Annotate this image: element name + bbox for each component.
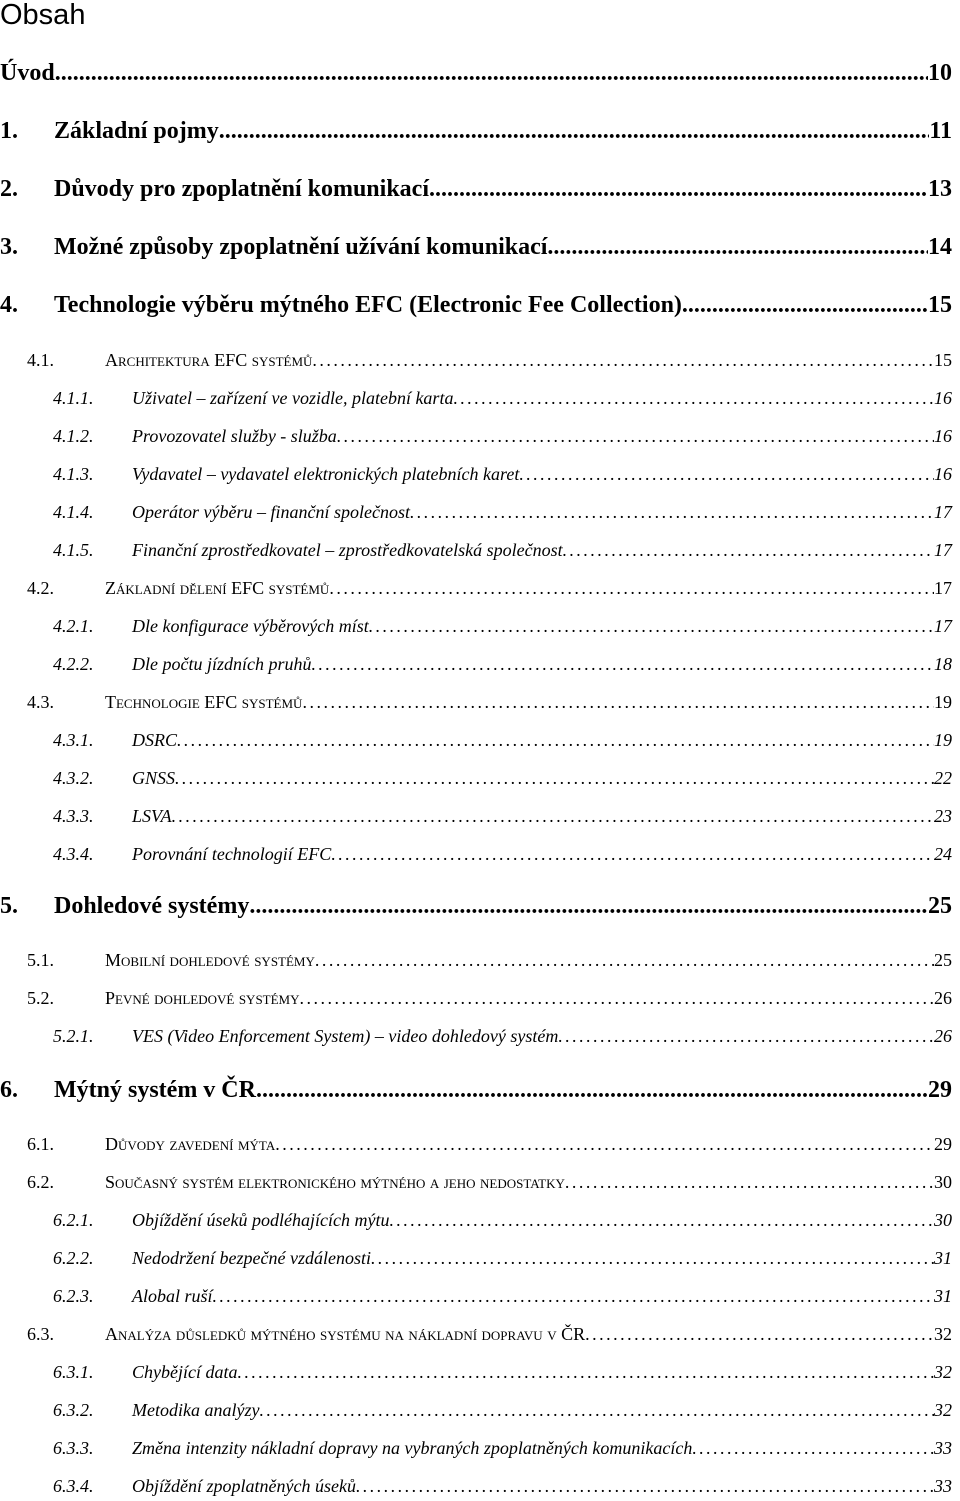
toc-entry-title: Uživatel – zařízení ve vozidle, platební karta [132,388,454,408]
toc-entry-page-number: 32 [934,1400,952,1420]
toc-entry-number: 6.2.2. [53,1248,94,1268]
toc-entry-page-number: 30 [934,1172,952,1192]
toc-entry[interactable] [53,388,952,409]
toc-entry[interactable] [53,806,952,827]
toc-entry-number: 4.3. [27,692,54,712]
toc-entry-page-number: 15 [934,350,952,370]
toc-entry-page-number: 17 [934,502,952,522]
dot-leader [312,350,934,371]
dot-leader [692,1438,934,1459]
toc-entry-number: 5. [0,893,18,919]
toc-entry-page-number: 29 [928,1077,952,1103]
toc-entry-number: 6.3. [27,1324,54,1344]
toc-entry[interactable] [0,60,952,87]
toc-entry[interactable] [53,844,952,865]
toc-entry-page-number: 32 [934,1324,952,1344]
toc-entry[interactable] [27,988,952,1009]
toc-entry-title: Provozovatel služby - služba [132,426,337,446]
toc-entry[interactable] [53,1476,952,1497]
toc-entry-page-number: 19 [934,692,952,712]
dot-leader [410,502,934,523]
toc-entry-number: 6.3.4. [53,1476,94,1496]
toc-entry-page-number: 31 [934,1248,952,1268]
toc-entry-page-number: 11 [929,118,952,144]
toc-entry[interactable] [0,1077,952,1104]
toc-entry[interactable] [53,654,952,675]
dot-leader [256,1077,928,1104]
toc-entry-number: 4.1.1. [53,388,94,408]
dot-leader [547,234,928,261]
dot-leader [172,806,934,827]
dot-leader [55,60,928,87]
toc-entry-number: 4.3.3. [53,806,94,826]
toc-entry-number: 5.2. [27,988,54,1008]
toc-entry-number: 6.1. [27,1134,54,1154]
toc-entry[interactable] [27,578,952,599]
toc-entry[interactable] [27,950,952,971]
toc-entry[interactable] [27,350,952,371]
toc-entry-title: Mýtný systém v ČR [54,1077,256,1103]
toc-entry-number: 4.1.5. [53,540,94,560]
toc-entry-number: 6.2.1. [53,1210,94,1230]
dot-leader [565,1172,934,1193]
toc-entry-number: 2. [0,176,18,202]
toc-entry-number: 4. [0,292,18,318]
dot-leader [585,1324,934,1345]
toc-entry-page-number: 25 [928,893,952,919]
toc-entry-number: 6.2.3. [53,1286,94,1306]
toc-entry[interactable] [0,118,952,145]
toc-entry[interactable] [0,176,952,203]
toc-entry-title: Základní pojmy [54,118,219,144]
dot-leader [519,464,934,485]
toc-entry-title: Operátor výběru – finanční společnost [132,502,410,522]
dot-leader [219,118,930,145]
toc-entry-page-number: 25 [934,950,952,970]
dot-leader [429,176,928,203]
dot-leader [329,578,934,599]
toc-entry-number: 6.2. [27,1172,54,1192]
toc-entry[interactable] [53,616,952,637]
toc-entry-title: Změna intenzity nákladní dopravy na vybraných zpoplatněných komunikacích [132,1438,693,1458]
toc-entry-title: Dohledové systémy [54,893,250,919]
dot-leader [558,1026,934,1047]
toc-entry-page-number: 17 [934,540,952,560]
toc-entry-number: 4.3.2. [53,768,94,788]
toc-entry[interactable] [53,1400,952,1421]
toc-entry-title: Úvod [0,60,55,86]
toc-entry-number: 6.3.3. [53,1438,94,1458]
toc-entry-page-number: 23 [934,806,952,826]
toc-entry-number: 4.2.2. [53,654,94,674]
toc-entry-title: Důvody pro zpoplatnění komunikací [54,176,429,202]
dot-leader [369,616,934,637]
dot-leader [682,292,928,319]
dot-leader [302,692,934,713]
toc-entry-number: 1. [0,118,18,144]
dot-leader [311,654,934,675]
toc-entry-number: 4.3.4. [53,844,94,864]
toc-entry-title: Pevné dohledové systémy [105,988,300,1008]
toc-entry-title: Architektura EFC systémů [105,350,313,370]
toc-entry-title: Finanční zprostředkovatel – zprostředkovatelská společnost [132,540,563,560]
toc-entry[interactable] [53,502,952,523]
toc-entry-number: 6.3.2. [53,1400,94,1420]
toc-entry-number: 4.2. [27,578,54,598]
toc-entry-title: Technologie výběru mýtného EFC (Electronic Fee Collection) [54,292,682,318]
toc-entry-number: 6. [0,1077,18,1103]
toc-entry-title: Možné způsoby zpoplatnění užívání komunikací [54,234,548,260]
toc-entry[interactable] [53,464,952,485]
dot-leader [213,1286,934,1307]
toc-entry-title: Mobilní dohledové systémy [105,950,315,970]
toc-entry-number: 4.1.3. [53,464,94,484]
dot-leader [331,844,934,865]
toc-entry-title: Chybějící data [132,1362,238,1382]
toc-entry-page-number: 33 [934,1476,952,1496]
dot-leader [249,893,928,920]
toc-entry-title: Objíždění zpoplatněných úseků [132,1476,356,1496]
toc-entry-number: 6.3.1. [53,1362,94,1382]
toc-entry-page-number: 17 [934,578,952,598]
toc-entry[interactable] [53,768,952,789]
toc-entry[interactable] [53,426,952,447]
toc-entry-page-number: 16 [934,464,952,484]
toc-entry-page-number: 31 [934,1286,952,1306]
toc-entry-title: Důvody zavedení mýta [105,1134,276,1154]
toc-entry-title: Technologie EFC systémů [105,692,303,712]
toc-entry[interactable] [27,1134,952,1155]
toc-entry-page-number: 18 [934,654,952,674]
toc-entry[interactable] [0,893,952,920]
toc-entry-page-number: 14 [928,234,952,260]
dot-leader [175,768,934,789]
toc-entry-page-number: 33 [934,1438,952,1458]
toc-entry-number: 4.1.4. [53,502,94,522]
toc-entry-page-number: 26 [934,988,952,1008]
toc-entry-number: 4.1.2. [53,426,94,446]
toc-entry-title: Nedodržení bezpečné vzdálenosti [132,1248,371,1268]
dot-leader [389,1210,934,1231]
toc-entry-page-number: 16 [934,388,952,408]
dot-leader [337,426,934,447]
toc-entry[interactable] [27,692,952,713]
toc-entry-page-number: 29 [934,1134,952,1154]
dot-leader [356,1476,934,1497]
toc-entry-page-number: 26 [934,1026,952,1046]
toc-entry-title: Současný systém elektronického mýtného a jeho nedostatky [105,1172,565,1192]
toc-entry-page-number: 30 [934,1210,952,1230]
dot-leader [237,1362,934,1383]
toc-entry-number: 3. [0,234,18,260]
toc-entry[interactable] [53,1026,952,1047]
toc-entry-title: LSVA [132,806,172,826]
toc-entry[interactable] [27,1324,952,1345]
toc-entry-page-number: 15 [928,292,952,318]
toc-entry-number: 4.1. [27,350,54,370]
toc-entry-title: Objíždění úseků podléhajících mýtu [132,1210,390,1230]
toc-entry[interactable] [53,730,952,751]
page-title: Obsah [0,0,86,31]
toc-entry-title: Vydavatel – vydavatel elektronických platebních karet [132,464,520,484]
toc-entry-title: Dle konfigurace výběrových míst [132,616,369,636]
toc-entry-title: Dle počtu jízdních pruhů [132,654,312,674]
toc-entry-title: GNSS [132,768,176,788]
toc-entry-page-number: 19 [934,730,952,750]
toc-entry-title: Metodika analýzy [132,1400,260,1420]
toc-entry-page-number: 10 [928,60,952,86]
toc-entry-title: VES (Video Enforcement System) – video dohledový systém [132,1026,559,1046]
dot-leader [300,988,935,1009]
toc-entry-page-number: 24 [934,844,952,864]
toc-entry-title: Porovnání technologií EFC [132,844,332,864]
toc-entry-number: 4.2.1. [53,616,94,636]
toc-entry-page-number: 32 [934,1362,952,1382]
toc-entry-page-number: 22 [934,768,952,788]
toc-entry-number: 5.1. [27,950,54,970]
toc-entry-title: Analýza důsledků mýtného systému na nákladní dopravu v ČR [105,1324,586,1344]
toc-entry[interactable] [53,1286,952,1307]
toc-entry-page-number: 13 [928,176,952,202]
toc-entry-title: Alobal ruší [132,1286,213,1306]
dot-leader [453,388,934,409]
dot-leader [259,1400,934,1421]
toc-entry-page-number: 17 [934,616,952,636]
toc-entry-number: 5.2.1. [53,1026,94,1046]
dot-leader [315,950,934,971]
dot-leader [275,1134,934,1155]
toc-entry-number: 4.3.1. [53,730,94,750]
toc-entry-page-number: 16 [934,426,952,446]
toc-entry-title: DSRC [132,730,177,750]
toc-entry-title: Základní dělení EFC systémů [105,578,330,598]
dot-leader [563,540,934,561]
toc-entry[interactable] [53,1248,952,1269]
toc-entry[interactable] [0,292,952,319]
dot-leader [177,730,934,751]
toc-entry[interactable] [53,1438,952,1459]
dot-leader [371,1248,934,1269]
toc-entry[interactable] [53,1210,952,1231]
toc-entry[interactable] [27,1172,952,1193]
toc-entry[interactable] [53,540,952,561]
toc-entry[interactable] [0,234,952,261]
toc-entry[interactable] [53,1362,952,1383]
